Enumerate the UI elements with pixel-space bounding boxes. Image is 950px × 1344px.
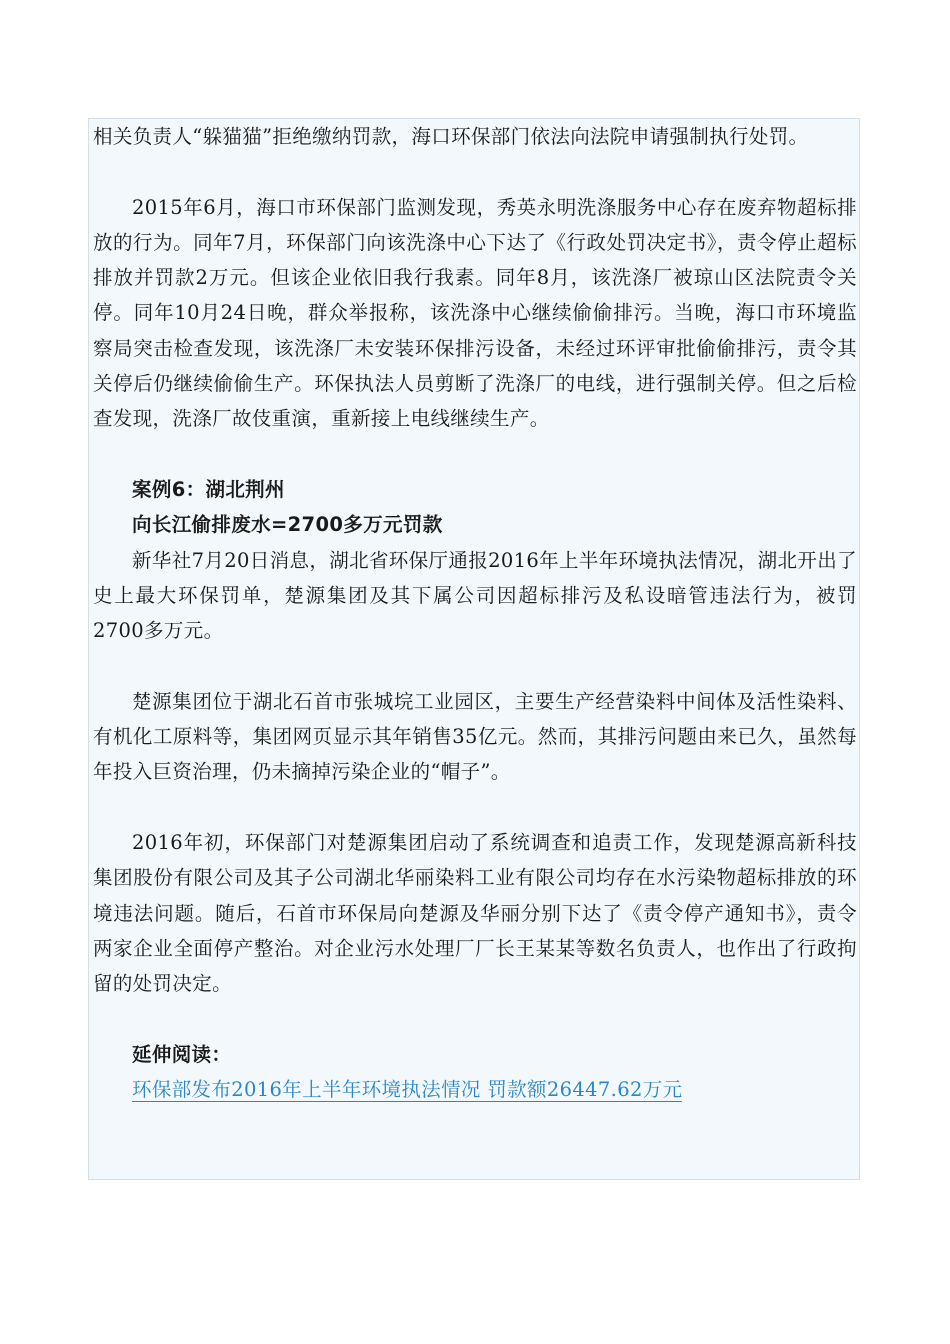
further-reading-label: 延伸阅读： bbox=[132, 1042, 232, 1066]
paragraph-chuyuan-group: 楚源集团位于湖北石首市张城垸工业园区，主要生产经营染料中间体及活性染料、有机化工原料等，集团网页显示其年销售35亿元。然而，其排污问题由来已久，虽然每年投入巨资治理，仍未摘掉污染企业的“帽子”。 bbox=[93, 689, 857, 784]
paragraph-2016-investigation: 2016年初，环保部门对楚源集团启动了系统调查和追责工作，发现楚源高新科技集团股份有限公司及其子公司湖北华丽染料工业有限公司均存在水污染物超标排放的环境违法问题。随后，石首市环保局向楚源及华丽分别下达了《责令停产通知书》，责令两家企业全面停产整治。对企业污水处理厂厂长王某某等数名负责人，也作出了行政拘留的处罚决定。 bbox=[93, 830, 857, 996]
case6-title: 案例6：湖北荆州 bbox=[132, 477, 285, 501]
further-reading-link[interactable]: 环保部发布2016年上半年环境执法情况 罚款额26447.62万元 bbox=[132, 1078, 683, 1102]
further-reading-line bbox=[93, 1072, 857, 1107]
case6-subtitle: 向长江偷排废水=2700多万元罚款 bbox=[132, 513, 443, 537]
paragraph-intro: 相关负责人“躲猫猫”拒绝缴纳罚款，海口环保部门依法向法院申请强制执行处罚。 bbox=[93, 125, 809, 148]
paragraph-haikou-case: 2015年6月，海口市环保部门监测发现，秀英永明洗涤服务中心存在废弃物超标排放的行为。同年7月，环保部门向该洗涤中心下达了《行政处罚决定书》，责令停止超标排放并罚款2万元。但该企业依旧我行我素。同年8月，该洗涤厂被琼山区法院责令关停。同年10月24日晚，群众举报称，该洗涤中心继续偷偷排污。当晚，海口市环境监察局突击检查发现，该洗涤厂未安装环保排污设备，未经过环评审批偷偷排污，责令其关停后仍继续偷偷生产。环保执法人员剪断了洗涤厂的电线，进行强制关停。但之后检查发现，洗涤厂故伎重演，重新接上电线继续生产。 bbox=[93, 195, 857, 431]
paragraph-xinhua-news: 新华社7月20日消息，湖北省环保厅通报2016年上半年环境执法情况，湖北开出了史上最大环保罚单，楚源集团及其下属公司因超标排污及私设暗管违法行为，被罚2700多万元。 bbox=[93, 548, 857, 643]
article-content-box bbox=[88, 118, 860, 1180]
